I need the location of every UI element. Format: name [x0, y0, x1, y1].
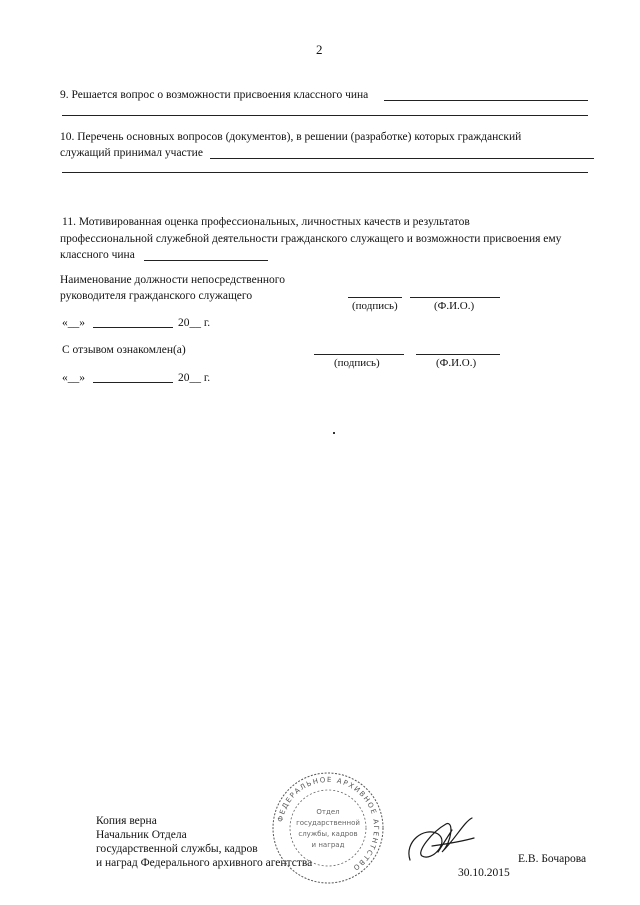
- stamp-center-line1: Отдел: [316, 808, 340, 816]
- acknowledged-date-month-line[interactable]: [93, 382, 173, 383]
- item10-line1: 10. Перечень основных вопросов (документов), в решении (разработке) которых гражданский: [60, 131, 522, 143]
- acknowledged-label: С отзывом ознакомлен(а): [62, 344, 186, 356]
- supervisor-title-line2: руководителя гражданского служащего: [60, 290, 253, 302]
- item11-line3: классного чина: [60, 249, 135, 261]
- stamp-ring-text: ФЕДЕРАЛЬНОЕ АРХИВНОЕ АГЕНТСТВО: [276, 775, 381, 873]
- supervisor-date-month-line[interactable]: [93, 327, 173, 328]
- supervisor-title-line1: Наименование должности непосредственного: [60, 274, 285, 286]
- supervisor-date-day: «__»: [62, 317, 85, 329]
- acknowledged-date-day: «__»: [62, 372, 85, 384]
- stamp-center-line2: государственной: [296, 819, 360, 827]
- supervisor-signature-line[interactable]: [348, 297, 402, 298]
- item9-text: 9. Решается вопрос о возможности присвоения классного чина: [60, 89, 369, 101]
- item11-answer-line[interactable]: [144, 260, 268, 261]
- official-stamp: [270, 770, 386, 886]
- acknowledged-signature-line[interactable]: [314, 354, 404, 355]
- supervisor-date-year: 20__ г.: [178, 317, 211, 329]
- supervisor-name-line[interactable]: [410, 297, 500, 298]
- acknowledged-name-line[interactable]: [416, 354, 500, 355]
- certification-line4: и наград Федерального архивного агентства: [96, 857, 313, 869]
- item9-answer-line[interactable]: [384, 100, 588, 101]
- supervisor-signature-caption: (подпись): [352, 300, 398, 312]
- page-number: 2: [316, 42, 323, 57]
- certification-line2: Начальник Отдела: [96, 829, 187, 841]
- stray-mark: [333, 432, 335, 434]
- handwritten-signature: [402, 812, 482, 872]
- item11-line2: профессиональной служебной деятельности гражданского служащего и возможности присвоения ему: [60, 233, 562, 245]
- supervisor-name-caption: (Ф.И.О.): [434, 300, 475, 312]
- acknowledged-signature-caption: (подпись): [334, 357, 380, 369]
- stamp-center-line3: службы, кадров: [298, 830, 358, 838]
- item11-line1: 11. Мотивированная оценка профессиональных, личностных качеств и результатов: [62, 216, 470, 228]
- certification-line3: государственной службы, кадров: [96, 843, 258, 855]
- item10-answer-line[interactable]: [210, 158, 594, 159]
- certification-date: 30.10.2015: [458, 867, 510, 879]
- item10-answer-line-2[interactable]: [62, 172, 588, 173]
- certification-name: Е.В. Бочарова: [518, 853, 587, 865]
- stamp-center-line4: и наград: [311, 841, 345, 849]
- acknowledged-name-caption: (Ф.И.О.): [436, 357, 477, 369]
- certification-line1: Копия верна: [96, 815, 157, 827]
- acknowledged-date-year: 20__ г.: [178, 372, 211, 384]
- item9-answer-line-2[interactable]: [62, 115, 588, 116]
- item10-line2: служащий принимал участие: [60, 147, 203, 159]
